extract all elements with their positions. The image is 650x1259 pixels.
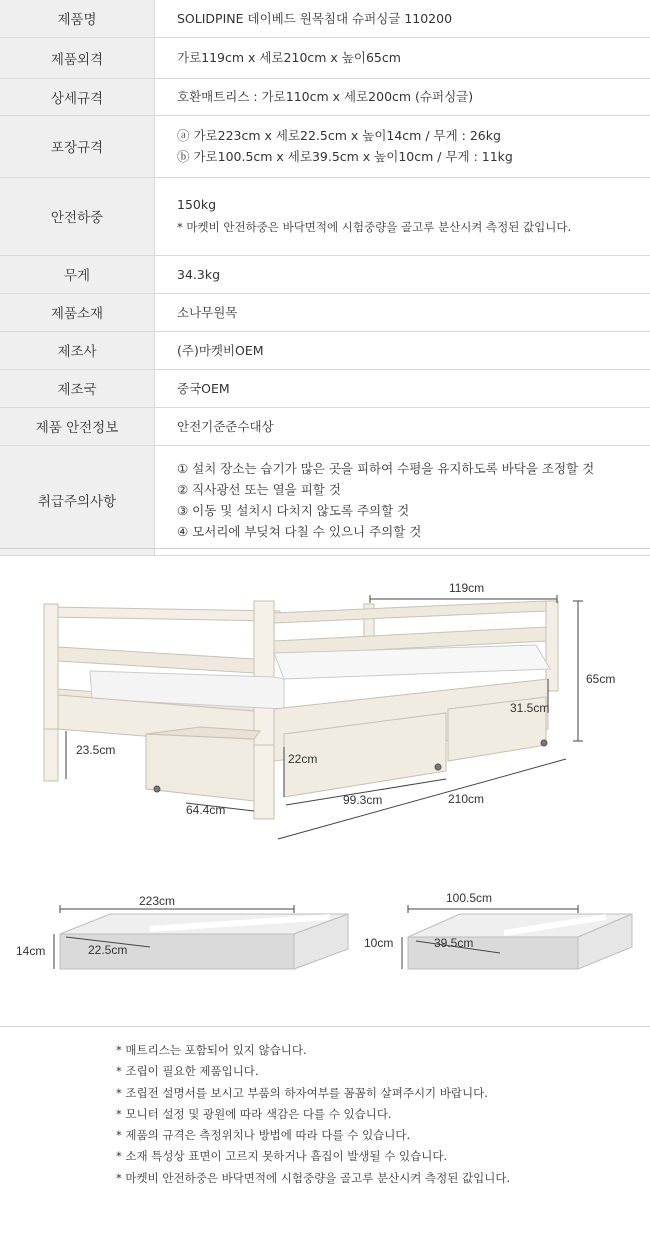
spec-value xyxy=(155,0,650,37)
spec-row xyxy=(0,177,650,255)
spec-value-note: * 마켓비 안전하중은 바닥면적에 시험중량을 골고루 분산시켜 측정된 값입니다. xyxy=(177,220,572,234)
spec-value-line: ⓐ 가로223cm x 세로22.5cm x 높이14cm / 무게 : 26kg xyxy=(177,128,501,143)
box-b-depth-label: 39.5cm xyxy=(434,936,474,950)
spec-value-line: (주)마켓비OEM xyxy=(177,342,264,358)
spec-value-line: 150kg xyxy=(177,197,217,212)
box-b-length-label: 100.5cm xyxy=(446,891,493,905)
spec-value xyxy=(155,255,650,293)
note-item: * 마켓비 안전하중은 바닥면적에 시험중량을 골고루 분산시켜 측정된 값입니다. xyxy=(116,1170,511,1185)
box-b-height-label: 10cm xyxy=(364,936,394,950)
note-item: * 모니터 설정 및 광원에 따라 색감은 다를 수 있습니다. xyxy=(116,1106,392,1121)
spec-label: 제조사 xyxy=(0,331,155,369)
spec-value xyxy=(155,78,650,115)
note-item: * 조립전 설명서를 보시고 부품의 하자여부를 꼼꼼히 살펴주시기 바랍니다. xyxy=(116,1085,488,1100)
spec-value xyxy=(155,177,650,255)
spec-label: 제품명 xyxy=(0,0,155,37)
spec-label: 제품소재 xyxy=(0,293,155,331)
box-a-depth-label: 22.5cm xyxy=(88,943,128,957)
bed-length-label: 210cm xyxy=(448,792,485,806)
spec-label: 안전하중 xyxy=(0,177,155,255)
spec-table-body xyxy=(0,0,650,555)
drawer-height-label: 22cm xyxy=(288,752,318,766)
spec-value-line: 호환매트리스 : 가로110cm x 세로200cm (슈퍼싱글) xyxy=(177,89,474,104)
spec-table xyxy=(0,0,650,556)
bed-width-label: 119cm xyxy=(449,581,485,595)
spec-value-line: ② 직사광선 또는 열을 피할 것 xyxy=(177,482,341,497)
spec-row xyxy=(0,115,650,177)
spec-row xyxy=(0,0,650,37)
spec-label: 상세규격 xyxy=(0,78,155,115)
leg-height-label: 23.5cm xyxy=(76,743,116,757)
spec-row xyxy=(0,369,650,407)
spec-label: 제품외격 xyxy=(0,37,155,78)
spec-label: 제품 안전정보 xyxy=(0,407,155,445)
drawer-width-label: 99.3cm xyxy=(343,793,383,807)
spec-label: 제조국 xyxy=(0,369,155,407)
spec-value xyxy=(155,407,650,445)
spec-value-line: 중국OEM xyxy=(177,380,230,396)
spec-value-line: SOLIDPINE 데이베드 원목침대 슈퍼싱글 110200 xyxy=(177,10,453,26)
spec-value-line: 소나무원목 xyxy=(177,304,238,320)
notes-list xyxy=(116,1040,636,1189)
note-item: * 조립이 필요한 제품입니다. xyxy=(116,1064,259,1079)
product-diagram xyxy=(0,548,650,1027)
spec-value-line: ① 설치 장소는 습기가 많은 곳을 피하여 수평을 유지하도록 바닥을 조정할 것 xyxy=(177,461,595,476)
spec-row xyxy=(0,407,650,445)
box-a-length-label: 223cm xyxy=(139,894,176,908)
spec-row xyxy=(0,37,650,78)
spec-value xyxy=(155,445,650,555)
spec-value-line: 34.3kg xyxy=(177,266,221,282)
spec-value xyxy=(155,331,650,369)
spec-label: 무게 xyxy=(0,255,155,293)
spec-label: 취급주의사항 xyxy=(0,445,155,555)
spec-value-line: ⓑ 가로100.5cm x 세로39.5cm x 높이10cm / 무게 : 11kg xyxy=(177,149,513,164)
spec-row xyxy=(0,255,650,293)
spec-value-line: 안전기준준수대상 xyxy=(177,418,274,434)
box-a-height-label: 14cm xyxy=(16,944,46,958)
spec-row xyxy=(0,445,650,555)
spec-row xyxy=(0,331,650,369)
spec-value-line: ④ 모서리에 부딪쳐 다칠 수 있으니 주의할 것 xyxy=(177,524,422,539)
drawer-depth-label: 31.5cm xyxy=(510,701,550,715)
spec-value-line: ③ 이동 및 설치시 다치지 않도록 주의할 것 xyxy=(177,503,410,518)
drawer-length-label: 64.4cm xyxy=(186,803,226,817)
spec-value xyxy=(155,37,650,78)
spec-value xyxy=(155,115,650,177)
note-item: * 소재 특성상 표면이 고르지 못하거나 흠집이 발생될 수 있습니다. xyxy=(116,1149,448,1164)
spec-value xyxy=(155,369,650,407)
note-item: * 매트리스는 포함되어 있지 않습니다. xyxy=(116,1043,307,1057)
bed-height-label: 65cm xyxy=(586,672,616,686)
spec-row xyxy=(0,293,650,331)
note-item: * 제품의 규격은 측정위치나 방법에 따라 다를 수 있습니다. xyxy=(116,1128,411,1143)
spec-label: 포장규격 xyxy=(0,115,155,177)
spec-row xyxy=(0,78,650,115)
spec-value xyxy=(155,293,650,331)
spec-value-line: 가로119cm x 세로210cm x 높이65cm xyxy=(177,50,401,65)
